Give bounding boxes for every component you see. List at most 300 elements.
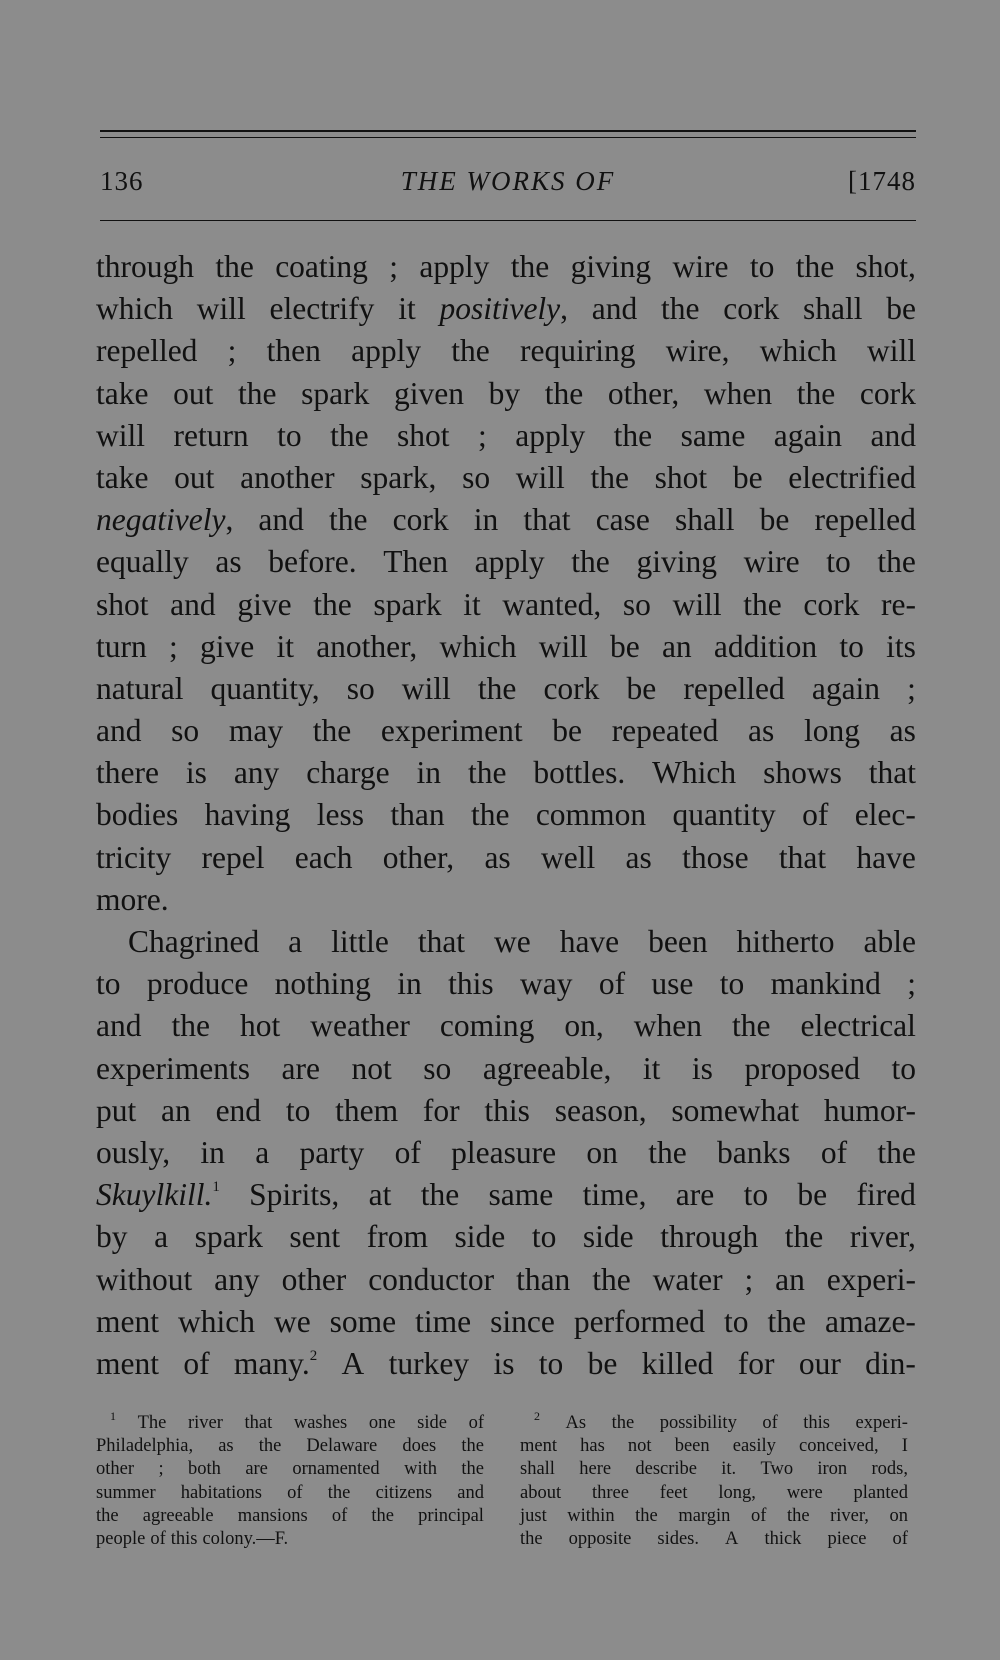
- word: conceived,: [799, 1436, 879, 1457]
- word: party: [299, 1134, 365, 1170]
- word: produce: [146, 966, 249, 1002]
- word: will: [866, 333, 916, 369]
- word: when: [633, 1008, 703, 1044]
- word: without: [96, 1261, 193, 1297]
- word: before.: [268, 544, 357, 580]
- word: one: [368, 1413, 396, 1433]
- word: side: [417, 1413, 447, 1433]
- word: re-: [881, 586, 916, 622]
- text-line: [96, 330, 916, 372]
- word: cork: [859, 375, 916, 411]
- word: iron: [817, 1459, 848, 1480]
- word: conductor: [368, 1261, 495, 1297]
- word: humor-: [823, 1092, 916, 1128]
- word: of: [750, 1505, 767, 1526]
- word: ;: [158, 1459, 164, 1480]
- word: end: [215, 1092, 262, 1128]
- footnote-line: [520, 1458, 908, 1481]
- word: ment: [520, 1436, 557, 1457]
- word: it: [463, 586, 481, 622]
- word: water: [652, 1261, 723, 1297]
- word: cork: [392, 502, 449, 538]
- word: here: [579, 1459, 612, 1480]
- word: this: [170, 1528, 198, 1549]
- word: coating: [275, 249, 368, 284]
- footnote-line: [96, 1458, 484, 1481]
- word: to: [826, 544, 851, 580]
- word: Skuylkill.$^1$: [96, 1177, 220, 1213]
- word: addition: [713, 628, 818, 664]
- word: we: [273, 1303, 311, 1339]
- word: not: [351, 1050, 392, 1086]
- word: margin: [678, 1505, 731, 1526]
- word: of: [802, 797, 829, 833]
- word: it: [642, 1050, 661, 1086]
- word: piece: [827, 1528, 867, 1549]
- word: the: [420, 1177, 460, 1213]
- word: a: [288, 924, 303, 959]
- word: then: [266, 333, 321, 369]
- word: have: [856, 839, 916, 875]
- word: the: [470, 797, 510, 833]
- word: the: [661, 291, 700, 327]
- word: of: [150, 1528, 166, 1549]
- word: Chagrined: [128, 924, 260, 959]
- word: side: [454, 1219, 506, 1255]
- text-line: [96, 1174, 916, 1216]
- word: rods,: [871, 1459, 908, 1480]
- word: long,: [718, 1482, 756, 1503]
- word: repel: [201, 839, 265, 875]
- word: banks: [717, 1134, 791, 1170]
- text-line: [96, 1132, 916, 1174]
- word: ;: [168, 628, 178, 664]
- word: elec-: [854, 797, 916, 833]
- word: the: [613, 417, 653, 453]
- word: on: [586, 1134, 618, 1170]
- word: through: [96, 249, 194, 284]
- word: are: [281, 1050, 320, 1086]
- word: our: [798, 1345, 841, 1381]
- word: the: [877, 544, 916, 580]
- word: pleasure: [451, 1134, 557, 1170]
- word: the: [215, 249, 254, 284]
- word: cork: [723, 291, 780, 327]
- word: 2: [534, 1409, 540, 1423]
- word: another: [240, 459, 335, 495]
- word: ;: [744, 1261, 754, 1297]
- word: the: [96, 1505, 119, 1526]
- word: those: [682, 839, 749, 875]
- word: may: [228, 713, 284, 749]
- word: repelled: [814, 502, 916, 538]
- word: wire,: [665, 333, 730, 369]
- word: both: [188, 1459, 221, 1480]
- text-line: [96, 1216, 916, 1258]
- word: and: [96, 713, 142, 749]
- word: to: [285, 1092, 311, 1128]
- word: that: [244, 1413, 273, 1433]
- word: experiments: [96, 1050, 250, 1086]
- word: that: [868, 755, 916, 791]
- word: than: [516, 1261, 571, 1297]
- word: cork: [543, 670, 600, 706]
- word: in: [416, 755, 442, 791]
- word: As: [565, 1413, 587, 1433]
- word: shall: [675, 502, 735, 538]
- text-line: [96, 794, 916, 836]
- word: of: [331, 1505, 348, 1526]
- word: the: [467, 755, 507, 791]
- word: be: [732, 459, 763, 495]
- word: through: [660, 1219, 759, 1255]
- word: the: [330, 417, 369, 453]
- word: which: [759, 333, 837, 369]
- text-line: [96, 1048, 916, 1090]
- word: spark: [194, 1219, 263, 1255]
- word: as: [215, 544, 242, 580]
- word: this: [803, 1413, 831, 1433]
- word: another,: [316, 628, 418, 664]
- footnote-2: [520, 1409, 908, 1551]
- word: electrify: [269, 291, 375, 327]
- footnote-line: [520, 1435, 908, 1458]
- word: ment: [96, 1345, 159, 1381]
- footnote-line: [520, 1482, 908, 1505]
- word: to: [839, 628, 864, 664]
- word: weather: [310, 1008, 410, 1044]
- word: mankind: [770, 966, 881, 1002]
- word: be: [886, 291, 916, 327]
- footnote-line: [96, 1528, 484, 1551]
- word: shows: [763, 755, 842, 791]
- word: way: [519, 966, 573, 1002]
- word: it: [276, 628, 294, 664]
- word: the: [784, 1219, 824, 1255]
- word: and: [870, 417, 916, 453]
- word: ;: [227, 333, 237, 369]
- word: as: [748, 713, 775, 749]
- word: of: [183, 1345, 210, 1381]
- text-line: [96, 921, 916, 963]
- word: din-: [865, 1345, 916, 1381]
- word: have: [559, 924, 620, 959]
- word: about: [520, 1482, 562, 1503]
- word: ;: [389, 249, 399, 284]
- word: of: [598, 966, 626, 1002]
- word: feet: [659, 1482, 688, 1503]
- word: take: [96, 375, 149, 411]
- word: of: [892, 1528, 908, 1549]
- word: some: [329, 1303, 397, 1339]
- word: will: [515, 459, 565, 495]
- word: time,: [582, 1177, 647, 1213]
- word: other: [96, 1459, 135, 1480]
- word: shot: [654, 459, 708, 495]
- word: same: [488, 1177, 554, 1213]
- word: so: [423, 1050, 452, 1086]
- word: an: [775, 1261, 805, 1297]
- word: time: [415, 1303, 472, 1339]
- word: with: [404, 1459, 437, 1480]
- word: will: [538, 628, 588, 664]
- word: for: [422, 1092, 460, 1128]
- word: Which: [652, 755, 737, 791]
- word: colony.—F.: [202, 1528, 289, 1549]
- word: to: [96, 966, 121, 1002]
- word: the: [877, 1134, 916, 1170]
- word: experi-: [826, 1261, 916, 1297]
- word: the: [648, 1134, 687, 1170]
- word: be: [609, 628, 640, 664]
- word: the: [461, 1459, 484, 1480]
- word: again: [773, 417, 843, 453]
- word: planted: [853, 1482, 908, 1503]
- word: on: [889, 1505, 908, 1526]
- word: describe: [635, 1459, 697, 1480]
- word: performed: [573, 1303, 706, 1339]
- word: repeated: [611, 713, 719, 749]
- footnote-line: [96, 1482, 484, 1505]
- word: just: [520, 1505, 547, 1526]
- word: thick: [764, 1528, 802, 1549]
- word: shot: [397, 417, 450, 453]
- word: so: [622, 586, 651, 622]
- word: than: [390, 797, 445, 833]
- text-line: [96, 626, 916, 668]
- word: and: [258, 502, 304, 538]
- word: of: [287, 1482, 303, 1503]
- word: any: [233, 755, 280, 791]
- footnote-line: [520, 1528, 908, 1551]
- page-number: 136: [100, 166, 144, 196]
- word: be: [797, 1177, 828, 1213]
- word: give: [199, 628, 255, 664]
- word: well: [540, 839, 596, 875]
- word: sides.: [657, 1528, 699, 1549]
- word: river,: [830, 1505, 869, 1526]
- word: experiment: [380, 713, 523, 749]
- text-line: [96, 837, 916, 879]
- word: which: [439, 628, 517, 664]
- word: when: [703, 375, 773, 411]
- word: to: [538, 1345, 564, 1381]
- word: negatively,: [96, 502, 234, 538]
- text-line: [96, 584, 916, 626]
- word: repelled: [683, 670, 785, 706]
- word: any: [214, 1261, 260, 1297]
- word: its: [886, 628, 916, 664]
- text-line: [96, 668, 916, 710]
- word: washes: [293, 1413, 348, 1433]
- word: less: [316, 797, 364, 833]
- word: the: [767, 1303, 807, 1339]
- word: ously,: [96, 1134, 171, 1170]
- word: the: [786, 1505, 810, 1526]
- word: of: [762, 1413, 778, 1433]
- word: which: [177, 1303, 255, 1339]
- word: equally: [96, 544, 189, 580]
- word: within: [567, 1505, 615, 1526]
- text-line: [96, 457, 916, 499]
- word: so: [171, 713, 200, 749]
- word: so: [462, 459, 491, 495]
- word: the: [796, 375, 836, 411]
- word: Two: [760, 1459, 794, 1480]
- word: ;: [478, 417, 487, 453]
- word: the: [611, 1413, 635, 1433]
- word: mansions: [237, 1505, 308, 1526]
- top-rule-thin: [100, 137, 916, 138]
- word: giving: [570, 249, 652, 284]
- word: apply: [474, 544, 545, 580]
- word: given: [394, 375, 464, 411]
- word: A: [341, 1345, 365, 1381]
- word: apply: [515, 417, 586, 453]
- word: the: [451, 333, 490, 369]
- word: as: [218, 1436, 234, 1457]
- word: to: [749, 249, 775, 284]
- word: we: [494, 924, 531, 959]
- word: for: [737, 1345, 775, 1381]
- word: does: [402, 1436, 437, 1457]
- word: repelled: [96, 333, 198, 369]
- word: quantity: [672, 797, 776, 833]
- text-line: [96, 499, 916, 541]
- word: by: [96, 1219, 128, 1255]
- text-line: [96, 963, 916, 1005]
- word: sent: [289, 1219, 341, 1255]
- word: spark: [373, 586, 442, 622]
- word: A: [725, 1528, 739, 1549]
- word: there: [96, 755, 159, 791]
- word: season,: [554, 1092, 647, 1128]
- footnote-line: [96, 1505, 484, 1528]
- word: return: [173, 417, 249, 453]
- word: 1: [110, 1409, 116, 1423]
- text-line: [96, 1259, 916, 1301]
- word: ;: [907, 670, 916, 706]
- word: giving: [636, 544, 717, 580]
- word: been: [648, 924, 708, 959]
- word: coming: [439, 1008, 535, 1044]
- word: the: [329, 502, 368, 538]
- word: common: [535, 797, 647, 833]
- running-title: THE WORKS OF: [400, 166, 616, 196]
- word: other,: [607, 375, 680, 411]
- word: as: [625, 839, 652, 875]
- word: the: [312, 713, 352, 749]
- word: habitations: [180, 1482, 262, 1503]
- word: of: [820, 1134, 848, 1170]
- word: of: [394, 1134, 421, 1170]
- word: take: [96, 459, 149, 495]
- word: in: [473, 502, 499, 538]
- text-line: [96, 541, 916, 583]
- text-line: [96, 879, 916, 921]
- word: be: [587, 1345, 618, 1381]
- word: that: [523, 502, 571, 538]
- word: cork: [803, 586, 860, 622]
- word: to: [891, 1050, 916, 1086]
- word: natural: [96, 670, 184, 706]
- word: able: [863, 924, 916, 959]
- word: by: [488, 375, 521, 411]
- word: are: [675, 1177, 715, 1213]
- text-line: [96, 1005, 916, 1047]
- word: the: [238, 375, 277, 411]
- word: will: [96, 417, 146, 453]
- word: as: [484, 839, 511, 875]
- word: agreeable: [142, 1505, 214, 1526]
- word: it.: [721, 1459, 737, 1480]
- word: side: [582, 1219, 634, 1255]
- word: turkey: [388, 1345, 470, 1381]
- word: turn: [96, 628, 147, 664]
- word: hot: [239, 1008, 281, 1044]
- word: each: [294, 839, 353, 875]
- word: electrical: [800, 1008, 916, 1044]
- word: has: [580, 1436, 605, 1457]
- word: little: [331, 924, 389, 959]
- word: and: [170, 586, 216, 622]
- word: positively,: [439, 291, 569, 327]
- word: an: [661, 628, 692, 664]
- word: Spirits,: [249, 1177, 340, 1213]
- word: be: [626, 670, 657, 706]
- word: this: [484, 1092, 530, 1128]
- word: ;: [907, 966, 916, 1002]
- footnote-line: [96, 1409, 484, 1435]
- word: is: [493, 1345, 515, 1381]
- word: the: [571, 544, 610, 580]
- word: the: [477, 670, 517, 706]
- word: having: [204, 797, 291, 833]
- word: killed: [641, 1345, 714, 1381]
- word: that: [778, 839, 827, 875]
- word: the: [520, 1528, 543, 1549]
- word: summer: [96, 1482, 156, 1503]
- word: that: [417, 924, 466, 959]
- word: to: [531, 1219, 557, 1255]
- word: shall: [520, 1459, 555, 1480]
- word: river: [187, 1413, 223, 1433]
- word: the: [544, 375, 584, 411]
- word: since: [490, 1303, 555, 1339]
- word: again: [811, 670, 881, 706]
- word: the: [327, 1482, 351, 1503]
- word: the: [590, 459, 629, 495]
- word: tricity: [96, 839, 172, 875]
- word: bottles.: [533, 755, 626, 791]
- word: people: [96, 1528, 146, 1549]
- word: give: [237, 586, 292, 622]
- word: the: [313, 586, 352, 622]
- running-head: [100, 166, 916, 206]
- word: apply: [351, 333, 422, 369]
- word: out: [173, 375, 214, 411]
- word: shot: [96, 586, 149, 622]
- word: the: [743, 586, 782, 622]
- word: will: [401, 670, 451, 706]
- word: experi-: [855, 1413, 908, 1433]
- text-line: [96, 752, 916, 794]
- word: out: [174, 459, 215, 495]
- word: Delaware: [306, 1436, 378, 1457]
- word: bodies: [96, 797, 179, 833]
- word: in: [397, 966, 422, 1002]
- word: put: [96, 1092, 137, 1128]
